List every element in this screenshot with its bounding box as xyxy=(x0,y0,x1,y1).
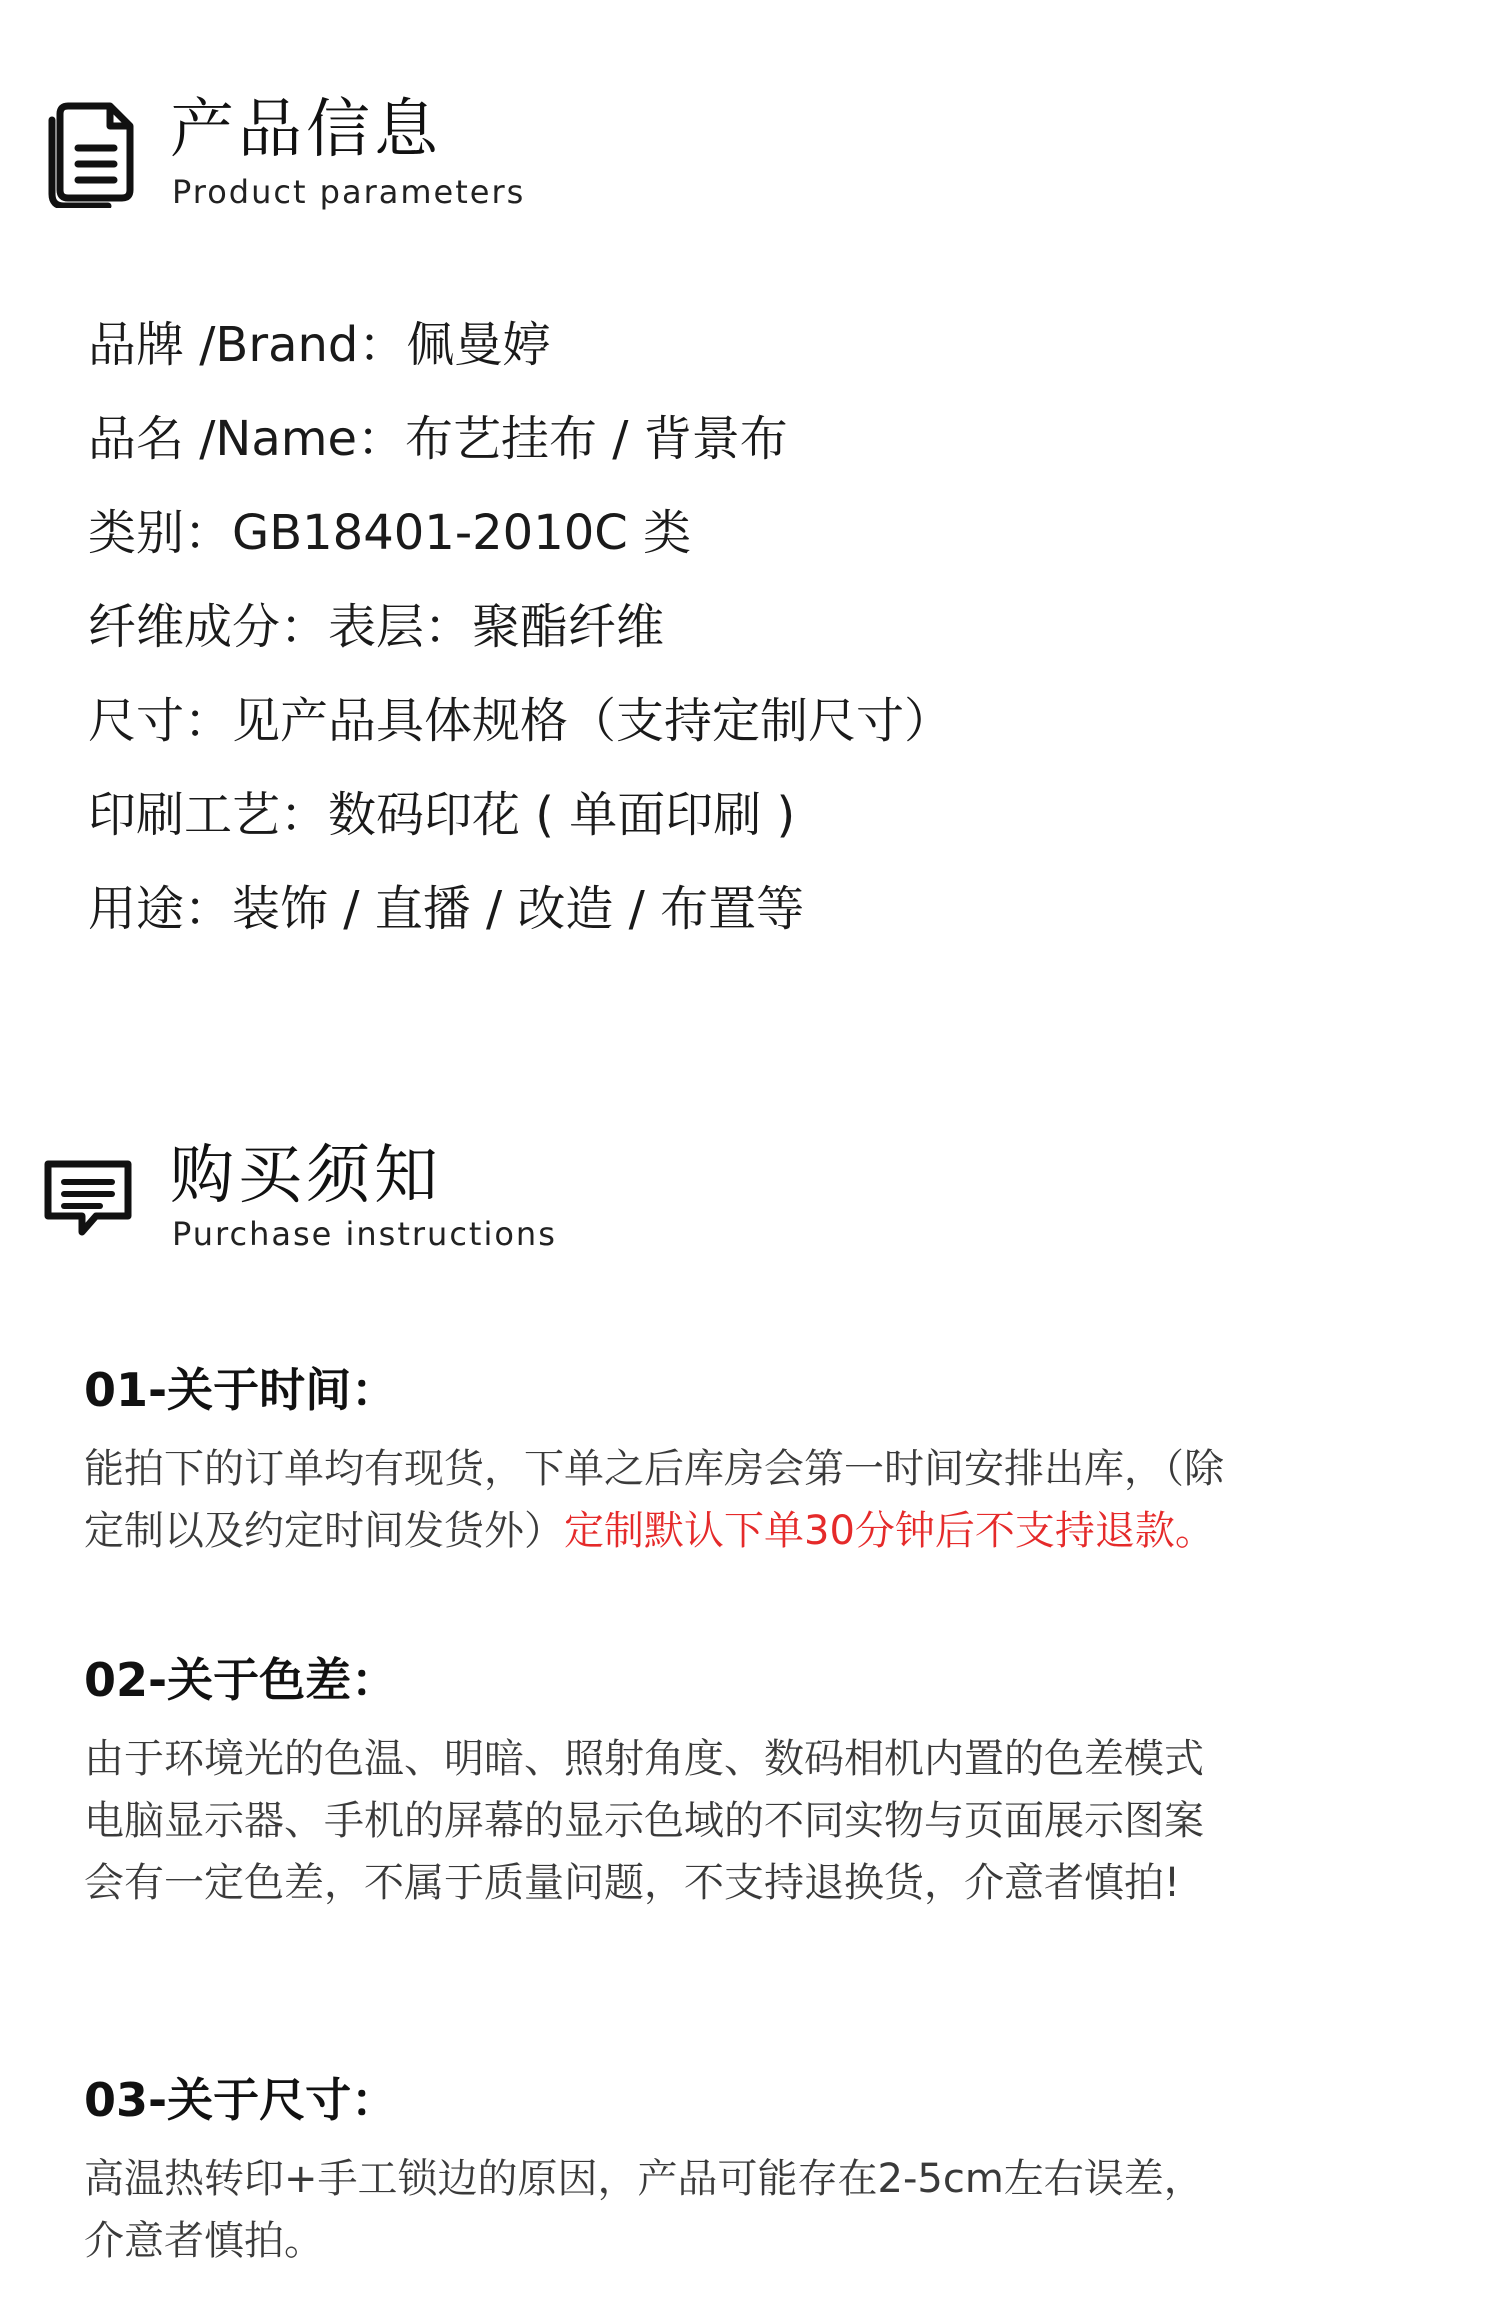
note-color-difference xyxy=(84,1650,1424,1914)
note-title: 03-关于尺寸： xyxy=(84,2073,398,2127)
param-name: 品名 /Name：布艺挂布 / 背景布 xyxy=(88,411,788,467)
purchase-section-header xyxy=(0,1132,1500,1262)
param-category: 类别：GB18401-2010C 类 xyxy=(88,505,692,561)
section-title: 购买须知 xyxy=(170,1139,442,1213)
note-title: 01-关于时间： xyxy=(84,1363,398,1417)
note-line xyxy=(84,1500,1424,1562)
note-line: 电脑显示器、手机的屏幕的显示色域的不同实物与页面展示图案 xyxy=(84,1798,1204,1844)
section-subtitle: Purchase instructions xyxy=(172,1215,557,1253)
note-line: 会有一定色差，不属于质量问题，不支持退换货，介意者慎拍! xyxy=(84,1860,1181,1906)
section-title: 产品信息 xyxy=(170,93,442,167)
note-text: 定制以及约定时间发货外） xyxy=(84,1508,564,1554)
param-usage: 用途：装饰 / 直播 / 改造 / 布置等 xyxy=(88,881,805,937)
param-brand: 品牌 /Brand：佩曼婷 xyxy=(88,317,551,373)
note-line: 介意者慎拍。 xyxy=(84,2218,324,2264)
message-icon xyxy=(38,1152,138,1256)
refund-warning: 定制默认下单30分钟后不支持退款。 xyxy=(564,1508,1215,1554)
note-line: 能拍下的订单均有现货，下单之后库房会第一时间安排出库，（除 xyxy=(84,1446,1224,1492)
note-body xyxy=(84,1728,1424,1914)
note-time xyxy=(84,1360,1424,1562)
note-line: 由于环境光的色温、明暗、照射角度、数码相机内置的色差模式 xyxy=(84,1736,1204,1782)
note-title: 02-关于色差： xyxy=(84,1653,398,1707)
param-printing: 印刷工艺：数码印花 ( 单面印刷 ) xyxy=(88,787,796,843)
section-subtitle: Product parameters xyxy=(172,173,526,211)
note-body xyxy=(84,2148,1424,2272)
note-size xyxy=(84,2070,1424,2272)
product-section-header xyxy=(0,88,1500,218)
product-params-list xyxy=(88,310,1448,968)
param-fiber: 纤维成分：表层：聚酯纤维 xyxy=(88,599,665,655)
document-icon xyxy=(38,98,138,212)
note-body xyxy=(84,1438,1424,1562)
note-line: 高温热转印+手工锁边的原因，产品可能存在2-5cm左右误差， xyxy=(84,2156,1204,2202)
param-size: 尺寸：见产品具体规格（支持定制尺寸） xyxy=(88,693,953,749)
